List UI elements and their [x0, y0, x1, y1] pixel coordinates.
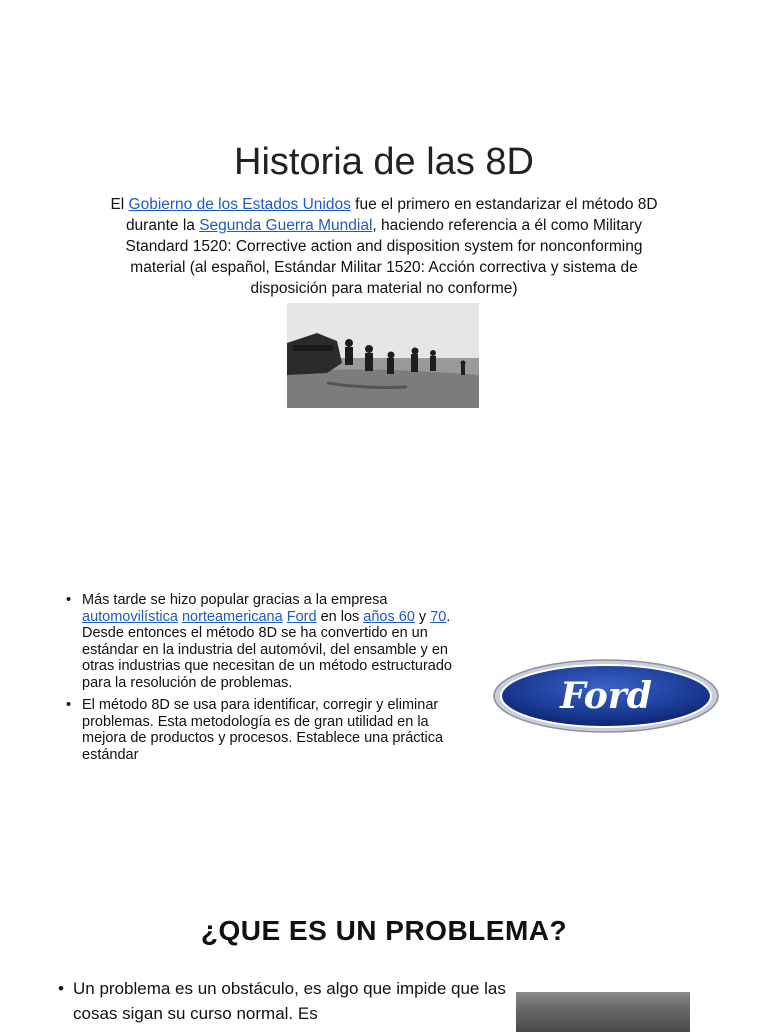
bullet-8d-usage: • El método 8D se usa para identificar, corregir y eliminar problemas. Esta metodología es de gran utilidad en la mejora de productos y procesos. Establece una práctica estándar: [64, 697, 474, 763]
text-span: y: [414, 608, 431, 625]
text-span: en los: [316, 608, 364, 625]
slide-title: Historia de las 8D: [234, 141, 534, 184]
ford-logo-icon: [492, 658, 720, 734]
text-span: Más tarde se hizo popular gracias a la empresa: [82, 592, 388, 608]
text-span: . Desde entonces el método 8D se ha convertido en un estándar en la industria del automóvil, del ensamble y en otras industrias que necesitan de un método estructurado para la resolución de problemas.: [82, 608, 452, 691]
link-automovilistica[interactable]: automovilística: [82, 608, 178, 625]
slide-title: ¿QUE ES UN PROBLEMA?: [200, 915, 568, 947]
link-segunda-guerra[interactable]: Segunda Guerra Mundial: [199, 216, 373, 234]
ford-bullets: [64, 592, 474, 769]
slide-problema: [0, 860, 768, 1024]
link-gobierno[interactable]: Gobierno de los Estados Unidos: [128, 195, 351, 213]
photo-illustration: [287, 303, 479, 408]
problema-bullets: [56, 976, 516, 1026]
link-ford[interactable]: Ford: [286, 608, 317, 625]
link-norteamericana[interactable]: norteamericana: [181, 608, 283, 625]
link-anos-60[interactable]: años 60: [363, 608, 415, 625]
link-70[interactable]: 70: [430, 608, 447, 625]
text-span: El: [110, 195, 129, 213]
text-span: fue el primero en estandarizar el método 8D durante la: [125, 195, 658, 234]
bullet-problema-definition: • Un problema es un obstáculo, es algo que impide que las cosas sigan su curso normal. Es: [56, 976, 516, 1026]
war-soldiers-photo: [287, 303, 479, 408]
ford-logo-svg: [492, 658, 720, 734]
slide-ford: [0, 560, 768, 860]
problem-photo: [516, 992, 690, 1032]
ford-logo-text: Ford: [560, 675, 652, 717]
bullet-ford-history: [64, 592, 474, 691]
history-paragraph: [100, 194, 668, 299]
text-span: , haciendo referencia a él como Military Standard 1520: Corrective action and disposition system for nonconforming material (al español, Estándar Militar 1520: Acción correctiva y sistema de disposición para material no conforme): [125, 216, 643, 297]
